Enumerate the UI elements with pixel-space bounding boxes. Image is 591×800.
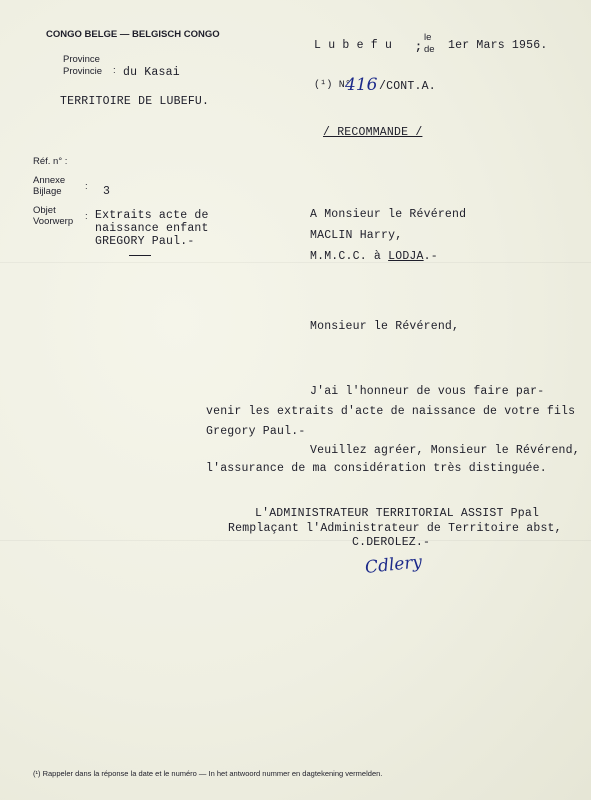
province-label-fr: Province xyxy=(63,54,100,65)
annexe-colon: : xyxy=(85,181,88,192)
body-line-4: Veuillez agréer, Monsieur le Révérend, xyxy=(310,444,580,457)
date-de: de xyxy=(424,44,435,55)
annexe-label-fr: Annexe xyxy=(33,175,66,186)
handwritten-signature: Cdlery xyxy=(364,552,424,578)
reference-marker: (¹) N° xyxy=(314,80,352,91)
objet-line-1: Extraits acte de xyxy=(95,209,209,222)
reference-suffix: /CONT.A. xyxy=(379,80,436,93)
signatory-name: C.DEROLEZ.- xyxy=(352,536,431,549)
objet-underline xyxy=(129,255,151,256)
letter-date: 1er Mars 1956. xyxy=(448,39,548,52)
date-le: le xyxy=(424,32,432,43)
body-line-2: venir les extraits d'acte de naissance de votre fils xyxy=(206,405,576,418)
province-value: du Kasai xyxy=(123,66,180,79)
reference-handwritten: 416 xyxy=(345,75,378,95)
province-colon: : xyxy=(113,65,116,76)
footnote: (¹) Rappeler dans la réponse la date et le numéro — In het antwoord nummer en dagtekening vermelden. xyxy=(33,769,383,778)
recipient-line-1: A Monsieur le Révérend xyxy=(310,208,467,221)
recipient-line-2: MACLIN Harry, xyxy=(310,229,403,242)
territory-name: TERRITOIRE DE LUBEFU. xyxy=(60,95,210,108)
objet-line-2: naissance enfant xyxy=(95,222,209,235)
recipient-line-3: M.M.C.C. à LODJA.- xyxy=(310,250,438,263)
salutation: Monsieur le Révérend, xyxy=(310,320,460,333)
objet-colon: : xyxy=(85,211,88,222)
signature-title: L'ADMINISTRATEUR TERRITORIAL ASSIST Ppal xyxy=(255,507,540,520)
ref-label: Réf. n° : xyxy=(33,156,68,167)
province-label-nl: Provincie xyxy=(63,66,103,77)
place-name: L u b e f u xyxy=(314,39,393,52)
annexe-value: 3 xyxy=(103,185,111,198)
body-line-3: Gregory Paul.- xyxy=(206,425,306,438)
body-line-1: J'ai l'honneur de vous faire par- xyxy=(310,385,545,398)
annexe-label-nl: Bijlage xyxy=(33,186,62,197)
letterhead-country: CONGO BELGE — BELGISCH CONGO xyxy=(46,29,220,40)
signature-subtitle: Remplaçant l'Administrateur de Territoire abst, xyxy=(228,522,562,535)
place-semicolon: ; xyxy=(415,41,423,54)
body-line-5: l'assurance de ma considération très distinguée. xyxy=(206,462,547,475)
recommande-mark: / RECOMMANDE / xyxy=(323,126,423,139)
objet-line-3: GREGORY Paul.- xyxy=(95,235,195,248)
objet-label-nl: Voorwerp xyxy=(33,216,74,227)
recipient-place: LODJA xyxy=(388,250,424,263)
objet-label-fr: Objet xyxy=(33,205,56,216)
